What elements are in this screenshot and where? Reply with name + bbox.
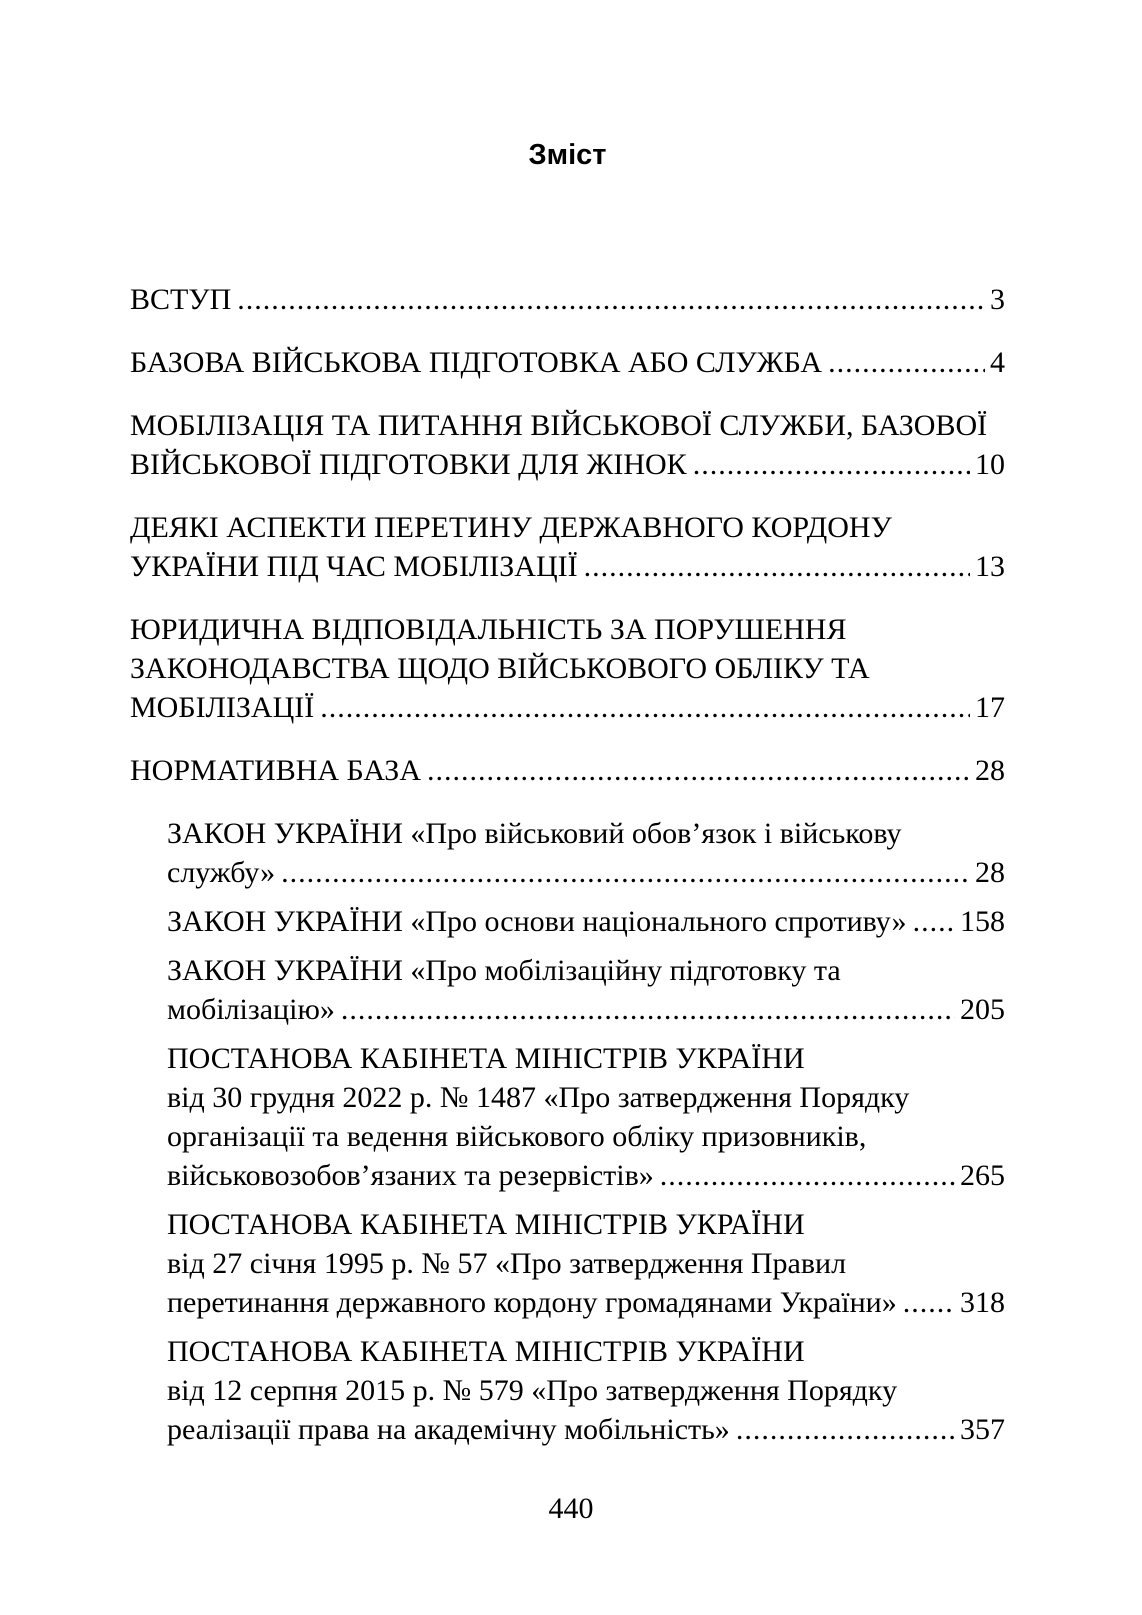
toc-entry-line	[130, 280, 1005, 319]
toc-entry-text: ЗАКОН УКРАЇНИ «Про мобілізаційну підготовку та	[167, 954, 841, 987]
page-title: Зміст	[528, 139, 607, 171]
toc-entry	[167, 1039, 1005, 1195]
toc-entry-line	[167, 1283, 1005, 1322]
toc-entry-text: УКРАЇНИ ПІД ЧАС МОБІЛІЗАЦІЇ	[130, 550, 578, 583]
toc-page-number: 158	[960, 905, 1005, 938]
toc-page-number: 357	[960, 1413, 1005, 1446]
toc-entry-line	[167, 1244, 1005, 1283]
toc-entry	[130, 610, 1005, 727]
toc-entry-line	[130, 547, 1005, 586]
toc-entry-text: ЮРИДИЧНА ВІДПОВІДАЛЬНІСТЬ ЗА ПОРУШЕННЯ	[130, 613, 847, 646]
toc-entry-text: ЗАКОНОДАВСТВА ЩОДО ВІЙСЬКОВОГО ОБЛІКУ ТА	[130, 652, 870, 685]
toc-entry-line	[167, 853, 1005, 892]
dot-leader	[913, 902, 955, 941]
dot-leader	[341, 990, 955, 1029]
toc-page-number: 265	[960, 1159, 1005, 1192]
toc-entry-line	[167, 902, 1005, 941]
toc-entry-text: ЗАКОН УКРАЇНИ «Про основи національного спротиву»	[167, 905, 907, 938]
toc-entry-line	[167, 1156, 1005, 1195]
toc-entry-text: мобілізацію»	[167, 993, 335, 1026]
dot-leader	[828, 343, 985, 382]
toc-entry-text: ПОСТАНОВА КАБІНЕТА МІНІСТРІВ УКРАЇНИ	[167, 1042, 805, 1075]
toc-page-number: 205	[960, 993, 1005, 1026]
toc-entry-line	[130, 508, 1005, 547]
toc-entry-text: ПОСТАНОВА КАБІНЕТА МІНІСТРІВ УКРАЇНИ	[167, 1335, 805, 1368]
toc-entry-line	[130, 406, 1005, 445]
dot-leader	[281, 853, 970, 892]
toc-entry-text: МОБІЛІЗАЦІЇ	[130, 691, 315, 724]
toc-entry-text: реалізації права на академічну мобільність»	[167, 1413, 730, 1446]
toc-entry-text: військовозобов’язаних та резервістів»	[167, 1159, 654, 1192]
toc-entry	[167, 1205, 1005, 1322]
toc-entry-line	[167, 990, 1005, 1029]
toc-entry-line	[167, 951, 1005, 990]
toc-page-number: 28	[975, 856, 1005, 889]
toc-entry	[167, 1332, 1005, 1449]
toc-entry-text: організації та ведення військового обліку призовників,	[167, 1120, 867, 1153]
dot-leader	[427, 751, 970, 790]
toc-entry-text: від 27 січня 1995 р. № 57 «Про затвердження Правил	[167, 1247, 847, 1280]
toc-entry-line	[130, 688, 1005, 727]
toc-entry	[167, 951, 1005, 1029]
toc-entry-line	[130, 649, 1005, 688]
toc-entry-text: від 30 грудня 2022 р. № 1487 «Про затвердження Порядку	[167, 1081, 910, 1114]
toc-entry-text: ЗАКОН УКРАЇНИ «Про військовий обов’язок і військову	[167, 817, 902, 850]
toc-entry-line	[130, 445, 1005, 484]
toc-entry	[167, 814, 1005, 892]
toc-entry-line	[167, 814, 1005, 853]
toc-entry	[130, 406, 1005, 484]
toc-entry	[167, 902, 1005, 941]
toc-entry	[130, 751, 1005, 790]
toc-entry-text: МОБІЛІЗАЦІЯ ТА ПИТАННЯ ВІЙСЬКОВОЇ СЛУЖБИ, БАЗОВОЇ	[130, 409, 988, 442]
toc-page-number: 318	[960, 1286, 1005, 1319]
dot-leader	[320, 688, 970, 727]
dot-leader	[736, 1410, 955, 1449]
toc-entry-text: НОРМАТИВНА БАЗА	[130, 754, 421, 787]
toc-entry-text: ПОСТАНОВА КАБІНЕТА МІНІСТРІВ УКРАЇНИ	[167, 1208, 805, 1241]
toc-page-number: 10	[975, 448, 1005, 481]
toc-entry-line	[130, 343, 1005, 382]
toc-entry-line	[130, 610, 1005, 649]
toc-entry-text: ДЕЯКІ АСПЕКТИ ПЕРЕТИНУ ДЕРЖАВНОГО КОРДОНУ	[130, 511, 892, 544]
toc-entry-line	[167, 1039, 1005, 1078]
page-number: 440	[548, 1492, 594, 1525]
toc-entry-line	[167, 1332, 1005, 1371]
toc-entry-line	[167, 1117, 1005, 1156]
toc-entry-line	[167, 1371, 1005, 1410]
dot-leader	[693, 445, 970, 484]
toc-entry-line	[167, 1410, 1005, 1449]
toc-entry-text: БАЗОВА ВІЙСЬКОВА ПІДГОТОВКА АБО СЛУЖБА	[130, 346, 823, 379]
toc-entry-line	[167, 1078, 1005, 1117]
toc-entry	[130, 280, 1005, 319]
toc-entry-line	[130, 751, 1005, 790]
toc-entry-text: від 12 серпня 2015 р. № 579 «Про затвердження Порядку	[167, 1374, 898, 1407]
toc-page-number: 3	[990, 283, 1005, 316]
toc-page-number: 17	[975, 691, 1005, 724]
toc-entry-text: ВІЙСЬКОВОЇ ПІДГОТОВКИ ДЛЯ ЖІНОК	[130, 448, 687, 481]
dot-leader	[903, 1283, 955, 1322]
dot-leader	[584, 547, 970, 586]
toc-entry-text: перетинання державного кордону громадянами України»	[167, 1286, 897, 1319]
toc-entry-line	[167, 1205, 1005, 1244]
toc-page-number: 4	[990, 346, 1005, 379]
toc-entry	[130, 343, 1005, 382]
toc-entry-text: службу»	[167, 856, 276, 889]
toc-list	[130, 280, 1005, 1449]
toc-entry	[130, 508, 1005, 586]
toc-page-number: 13	[975, 550, 1005, 583]
dot-leader	[660, 1156, 955, 1195]
toc-page-number: 28	[975, 754, 1005, 787]
toc-entry-text: ВСТУП	[130, 283, 232, 316]
dot-leader	[237, 280, 985, 319]
